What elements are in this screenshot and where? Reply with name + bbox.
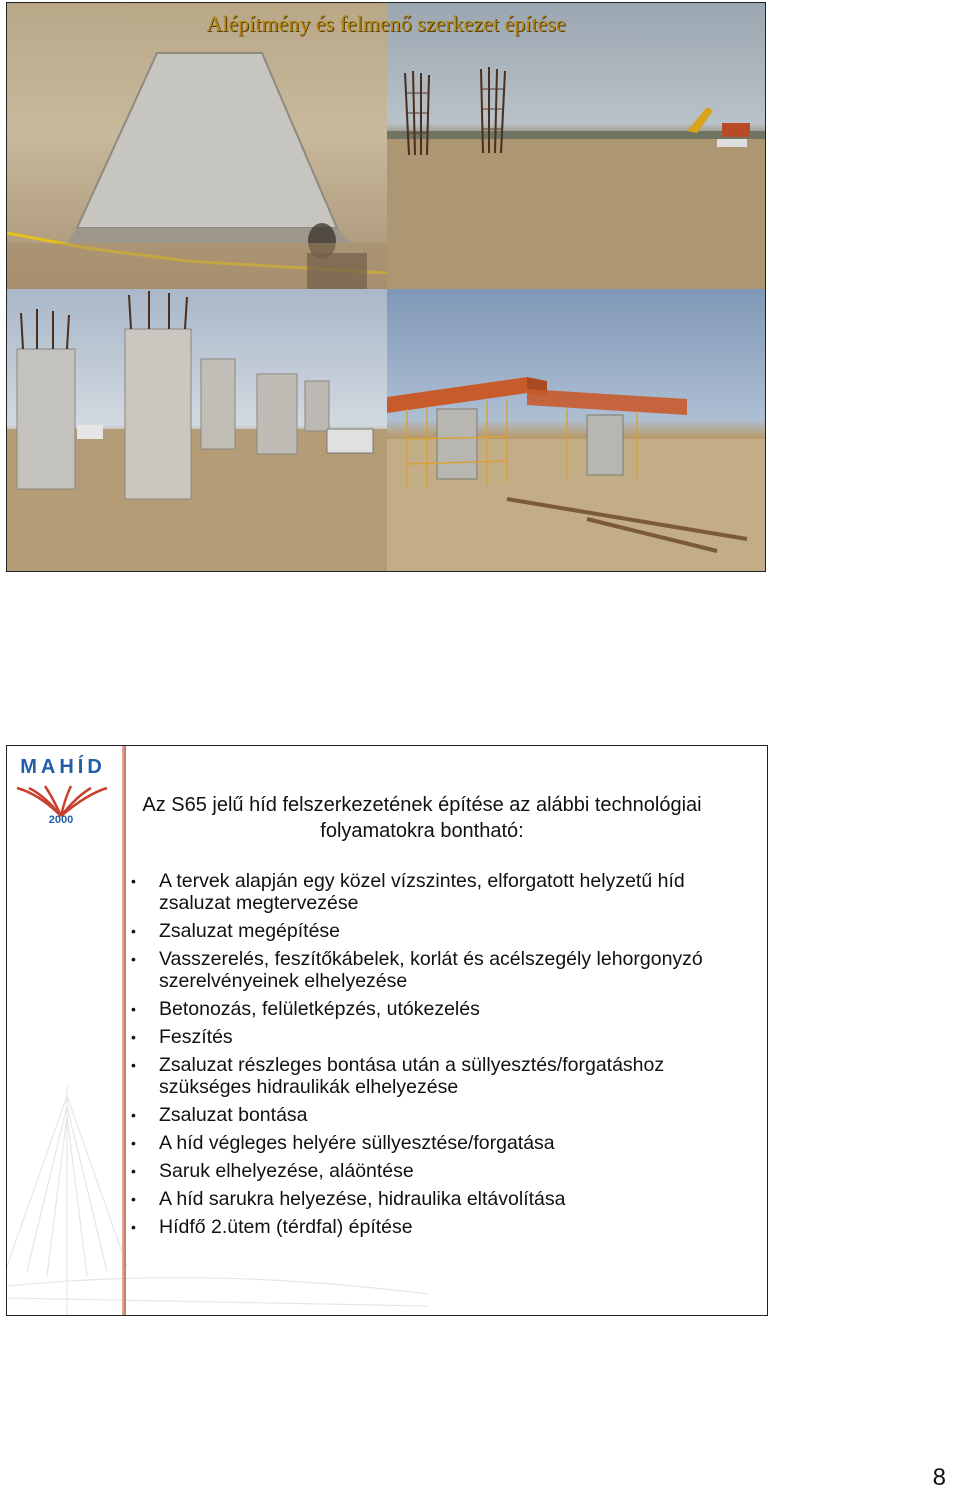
process-steps-list: [127, 870, 747, 1244]
pier-formwork-photo: [387, 289, 766, 572]
list-item: • Zsaluzat megépítése: [127, 920, 747, 942]
list-item: • A tervek alapján egy közel vízszintes, elforgatott helyzetű híd zsaluzat megtervezése: [127, 870, 747, 914]
list-item: • Zsaluzat bontása: [127, 1104, 747, 1126]
list-item: • Hídfő 2.ütem (térdfal) építése: [127, 1216, 747, 1238]
rebar-cages-photo: [387, 3, 766, 289]
list-item: • Zsaluzat részleges bontása után a süllyesztés/forgatáshoz szükséges hidraulikák elhelyezése: [127, 1054, 747, 1098]
slide-title: Alépítmény és felmenő szerkezet építése: [206, 11, 566, 36]
slide-process-steps: [6, 745, 768, 1316]
foundation-slab-photo: [7, 3, 387, 289]
list-item: • Betonozás, felületképzés, utókezelés: [127, 998, 747, 1020]
logo-year: 2000: [48, 814, 74, 826]
list-item: • A híd végleges helyére süllyesztése/forgatása: [127, 1132, 747, 1154]
list-item: • Saruk elhelyezése, aláöntése: [127, 1160, 747, 1182]
list-item: • Feszítés: [127, 1026, 747, 1048]
list-item: • A híd sarukra helyezése, hidraulika eltávolítása: [127, 1188, 747, 1210]
intro-text: Az S65 jelű híd felszerkezetének építése az alábbi technológiai folyamatokra bontható:: [142, 794, 702, 842]
list-item: • Vasszerelés, feszítőkábelek, korlát és acélszegély lehorgonyzó szerelvényeinek elhelyezése: [127, 948, 747, 992]
page-number: 8: [932, 1464, 946, 1491]
slide-photos: [6, 2, 766, 572]
concrete-piers-photo: [7, 289, 387, 572]
accent-stripe: [122, 746, 126, 1315]
logo-wordmark: MAHÍD: [20, 756, 106, 778]
company-logo: [9, 754, 119, 836]
